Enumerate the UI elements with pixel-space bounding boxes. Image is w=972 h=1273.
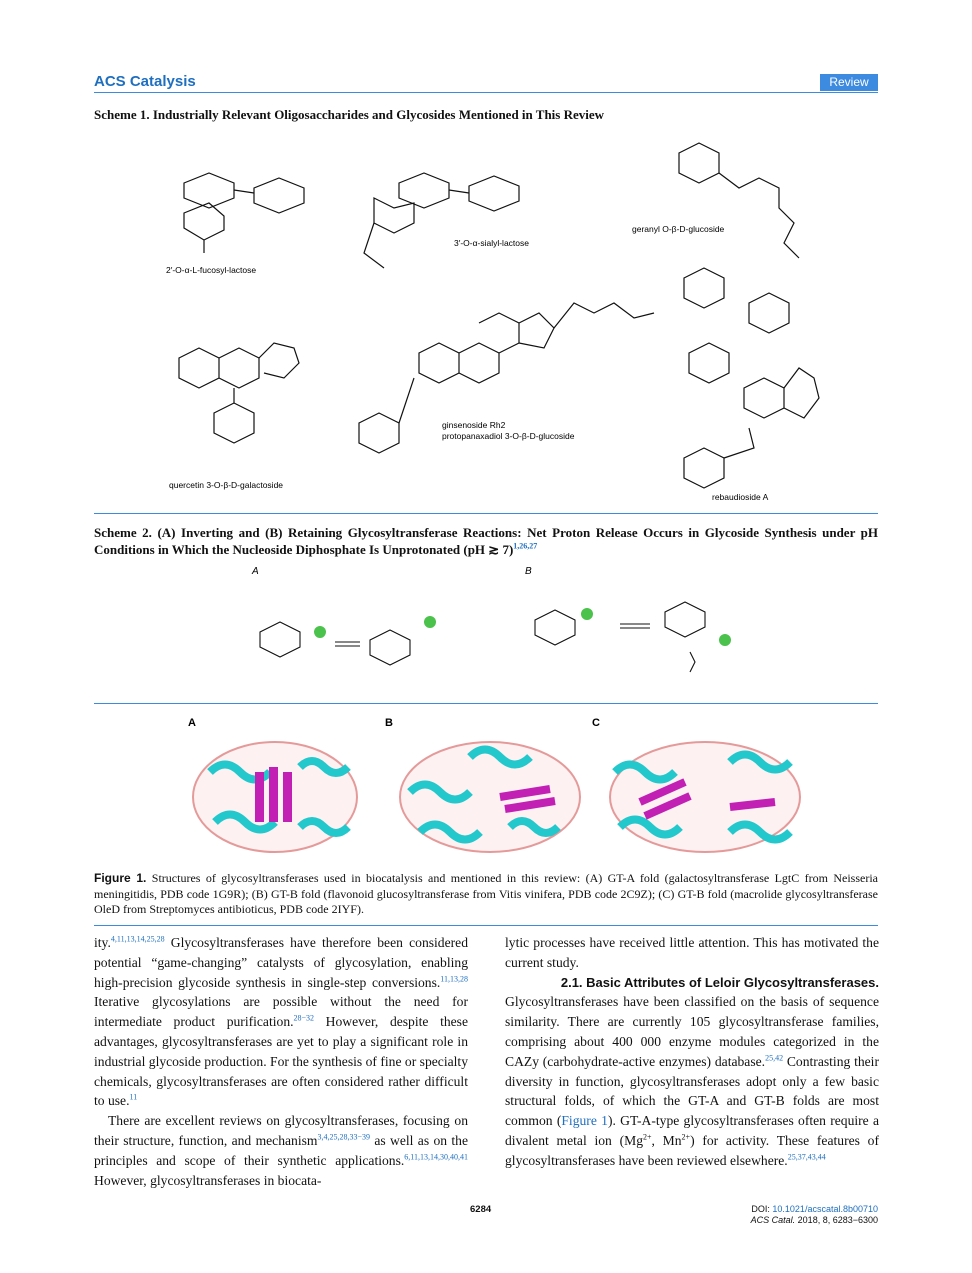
label-protopanaxadiol: protopanaxadiol 3-O-β-D-glucoside [442,431,575,441]
paragraph: ity.$^{4,11,13,14,25,28}$ Glycosyltransferases have therefore been considered potential “game-changing” catalysts of glycosylation, enabling high-precision glycoside synthesis in single-step conversions.$^{11,13,28}$ Iterative glycosylations are possible without the need for intermediate product purification.$^{28-32}$ However, despite these advantages, glycosyltransferases are yet to play a significant role in industrial glycoside production. For the synthesis of fine or specialty chemicals, glycosyltransferases are often considered rather difficult to use.$^{11}$ [94,934,468,1109]
scheme2-mechanism [240,562,760,697]
label-sialyl-lactose: 3′-O-α-sialyl-lactose [454,238,529,248]
label-ginsenoside: ginsenoside Rh2 [442,420,506,430]
scheme1-rule [94,513,878,514]
article-type-badge: Review [820,74,878,91]
metal-ion-icon [719,634,731,646]
journal-title: ACS Catalysis [94,73,196,90]
figure1-panel-a: A [188,717,196,729]
doi: DOI: 10.1021/acscatal.8b00710 [751,1204,878,1214]
section-heading: 2.1. Basic Attributes of Leloir Glycosyltransferases. [560,974,879,990]
metal-ion-icon [424,616,436,628]
scheme2-panel-a: A [252,566,259,577]
protein-a-icon [193,742,357,852]
scheme2-caption: Scheme 2. (A) Inverting and (B) Retaining Glycosyltransferase Reactions: Net Proton Release Occurs in Glycoside Synthesis under pH Conditions in Which the Nucleoside Diphosphate Is Unprotonated (pH ≳ 7)$^{1,26,27}$ [94,525,878,557]
page-number: 6284 [470,1204,492,1215]
left-column [94,933,468,1190]
figure1-link[interactable]: Figure 1 [561,1113,608,1129]
figure1-rule [94,925,878,926]
figure1-caption: Figure 1. Structures of glycosyltransferases used in biocatalysis and mentioned in this review: (A) GT-A fold (galactosyltransferase LgtC from Neisseria meningitidis, PDB code 1G9R); (B) GT-B fold (flavonoid glucosyltransferase from Vitis vinifera, PDB code 2C9Z); (C) GT-B fold (macrolide glycosyltransferase OleD from Streptomyces antibioticus, PDB code 2IYF). [94,871,879,916]
figure1-panel-c: C [592,717,600,729]
doi-link[interactable]: 10.1021/acscatal.8b00710 [772,1204,878,1214]
header-rule [94,92,878,93]
scheme1-structures [94,128,878,506]
metal-ion-icon [314,626,326,638]
figure1-structures [170,712,850,862]
citation: ACS Catal. 2018, 8, 6283−6300 [750,1215,878,1225]
paragraph: lytic processes have received little attention. This has motivated the current study. [505,935,879,970]
scheme2-rule [94,703,878,704]
paragraph: There are excellent reviews on glycosyltransferases, focusing on their structure, function, and mechanism$^{3,4,25,28,33-39}$ as well as on the principles and scope of their synthetic applications.$^{6,11,13,14,30,40,41}$ However, glycosyltransferases in biocata- [94,1113,468,1188]
protein-c-icon [610,742,800,852]
scheme2-panel-b: B [525,566,532,577]
metal-ion-icon [581,608,593,620]
label-geranyl-glucoside: geranyl O-β-D-glucoside [632,224,725,234]
label-quercetin: quercetin 3-O-β-D-galactoside [169,480,284,490]
right-column [505,933,879,1171]
figure1-panel-b: B [385,717,393,729]
paragraph: Glycosyltransferases have been classified on the basis of sequence similarity. There are currently 105 glycosyltransferase families, comprising about 400 000 enzyme modules categorized in the CAZy (carbohydrate-active enzymes) database.$^{25,42}$ Contrasting their diversity in function, glycosyltransferases adopt only a few basic structural folds, of which the GT-A and GT-B folds are most common (Figure 1). GT-A-type glycosyltransferases often require a divalent metal ion ($Mg^{2+}$, $Mn^{2+}$) for activity. These features of glycosyltransferases have been reviewed elsewhere.$^{25,37,43,44}$ [505,994,880,1168]
label-rebaudioside: rebaudioside A [712,492,769,502]
label-fucosyl-lactose: 2′-O-α-L-fucosyl-lactose [166,265,257,275]
protein-b-icon [400,742,580,852]
scheme1-caption: Scheme 1. Industrially Relevant Oligosaccharides and Glycosides Mentioned in This Review [94,107,605,122]
